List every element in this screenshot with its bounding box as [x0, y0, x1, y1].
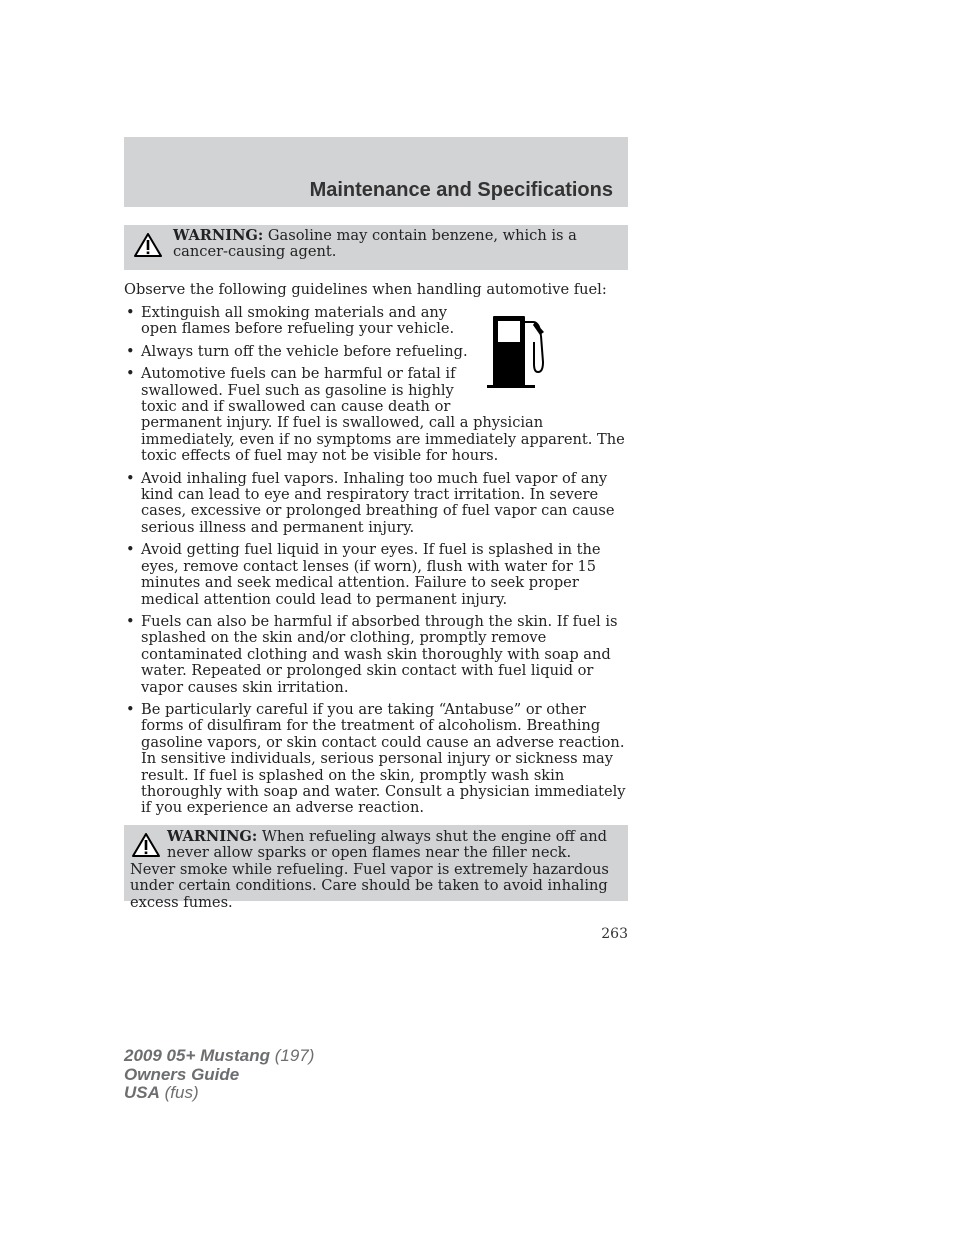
- warning-text: Gasoline may contain benzene, which is a cancer-causing agent.: [173, 227, 577, 261]
- section-header: [124, 137, 628, 207]
- intro-text: Observe the following guidelines when handling automotive fuel:: [124, 281, 607, 298]
- list-item: • Extinguish all smoking materials and any open flames before refueling your vehicle.: [124, 305, 628, 338]
- warning-label: WARNING:: [167, 828, 258, 845]
- document-footer: [124, 1047, 314, 1103]
- list-item: • Fuels can also be harmful if absorbed through the skin. If fuel is splashed on the skin and/or clothing, promptly remove contaminated clothing and wash skin thoroughly with soap and water. Repeated or prolonged skin contact with fuel liquid or vapor causes skin irritation.: [124, 614, 628, 696]
- warning-triangle-icon: [131, 832, 161, 858]
- list-item: • Always turn off the vehicle before refueling.: [124, 344, 628, 360]
- warning-box-benzene: [124, 225, 628, 270]
- warning-box-refueling: [124, 825, 628, 911]
- page-number: 263: [601, 926, 628, 942]
- list-item: • Be particularly careful if you are taking “Antabuse” or other forms of disulfiram for the treatment of alcoholism. Breathing gasoline vapors, or skin contact could cause an adverse reaction. In sensitive individuals, serious personal injury or sickness may result. If fuel is splashed on the skin, promptly wash skin thoroughly with soap and water. Consult a physician immediately if you experience an adverse reaction.: [124, 702, 628, 817]
- list-item: • Avoid inhaling fuel vapors. Inhaling too much fuel vapor of any kind can lead to eye and respiratory tract irritation. In severe cases, excessive or prolonged breathing of fuel vapor can cause serious illness and permanent injury.: [124, 471, 628, 537]
- footer-model: 2009 05+ Mustang: [124, 1046, 270, 1065]
- warning-label: WARNING:: [173, 227, 264, 244]
- footer-guide: Owners Guide: [124, 1064, 240, 1084]
- fuel-guidelines-list: [124, 305, 628, 823]
- footer-model-code: (197): [270, 1046, 315, 1065]
- footer-market: USA: [124, 1083, 160, 1102]
- section-title: Maintenance and Specifications: [309, 179, 613, 201]
- list-item: • Avoid getting fuel liquid in your eyes. If fuel is splashed in the eyes, remove contact lenses (if worn), flush with water for 15 minutes and seek medical attention. Failure to seek proper medical attention could lead to permanent injury.: [124, 542, 628, 608]
- warning-text: When refueling always shut the engine off and never allow sparks or open flames near the filler neck. Never smoke while refueling. Fuel vapor is extremely hazardous under certain conditions. Care should be taken to avoid inhaling excess fumes.: [130, 828, 609, 911]
- footer-market-code: (fus): [159, 1083, 199, 1102]
- warning-triangle-icon: [133, 232, 163, 258]
- list-item: • Automotive fuels can be harmful or fatal if swallowed. Fuel such as gasoline is highly toxic and if swallowed can cause death or permanent injury. If fuel is swallowed, call a physician immediately, even if no symptoms are immediately apparent. The toxic effects of fuel may not be visible for hours.: [124, 366, 628, 464]
